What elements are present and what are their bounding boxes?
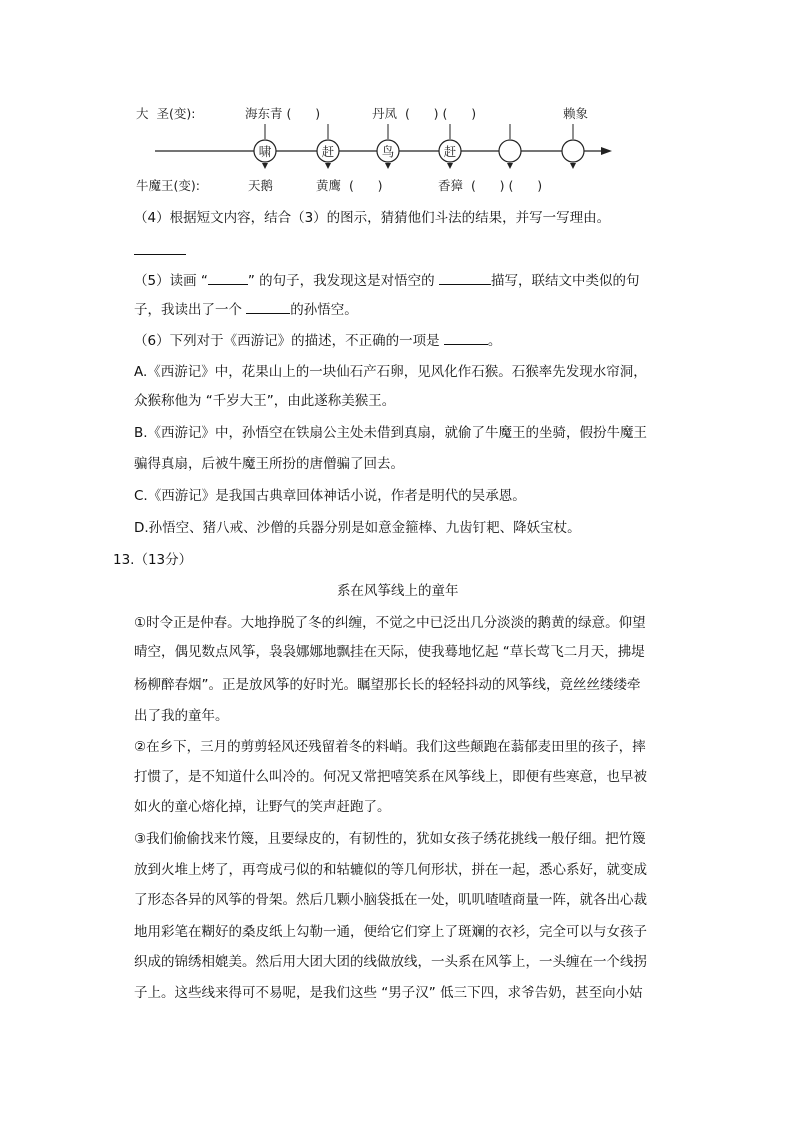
diagram-bottom-label: 牛魔王(变):: [136, 178, 200, 193]
diagram-top-item: 海东青 ( ): [245, 106, 321, 121]
passage-line: 子上。这些线来得可不易呢，是我们这些 “男子汉” 低三下四，求爷告奶，甚至向小姑: [134, 985, 643, 1001]
diagram-top-item: 赖象: [563, 106, 589, 121]
down-triangle-icon: [507, 163, 513, 169]
answer-blank[interactable]: [134, 240, 186, 260]
down-triangle-icon: [570, 163, 576, 169]
q5-text: ” 的句子，我发现这是对悟空的: [247, 273, 439, 289]
arrow-head-icon: [601, 147, 612, 155]
passage-line: 地用彩笔在糊好的桑皮纸上勾勒一通，便给它们穿上了斑斓的衣衫，完全可以与女孩子: [134, 924, 647, 940]
passage-line: ③我们偷偷找来竹篾，且要绿皮的，有韧性的，犹如女孩子绣花挑线一般仔细。把竹篾: [134, 831, 646, 847]
passage-line: 晴空，偶见数点风筝，袅袅娜娜地飘挂在天际，使我蓦地忆起 “草长莺飞二月天，拂堤: [134, 644, 645, 660]
diagram-top-item: 丹凤 ( ) ( ): [372, 106, 477, 121]
option-a: A.《西游记》中，花果山上的一块仙石产石卵，见风化作石猴。石猴率先发现水帘洞，: [134, 364, 647, 380]
round-action: 赶: [321, 144, 335, 159]
passage-line: 织成的锦绣相媲美。然后用大团大团的线做放线，一头系在风筝上，一头缠在一个线拐: [134, 954, 647, 970]
passage-line: 如火的童心熔化掉，让野气的笑声赶跑了。: [134, 799, 391, 815]
question-5: [134, 270, 639, 290]
passage-line: 出了我的童年。: [134, 708, 229, 724]
answer-blank[interactable]: [208, 270, 248, 285]
diagram-bottom-item: 天鹅: [248, 178, 274, 193]
question-5-cont: [134, 299, 358, 319]
option-b: 骗得真扇，后被牛魔王所扮的唐僧骗了回去。: [134, 456, 404, 472]
diagram-bottom-item: 黄鹰 ( ): [316, 178, 383, 193]
round-circle: [562, 140, 584, 162]
question-6: [134, 330, 501, 350]
passage-line: 了形态各异的风筝的骨架。然后几颗小脑袋抵在一处，叽叽喳喳商量一阵，就各出心裁: [134, 892, 647, 908]
passage-line: ②在乡下，三月的剪剪轻风还残留着冬的料峭。我们这些颠跑在蓊郁麦田里的孩子，摔: [134, 739, 646, 755]
q5-text: 子，我读出了一个: [134, 302, 247, 318]
q5-text: 描写，联结文中类似的句: [490, 273, 640, 289]
transformation-diagram: [0, 0, 794, 200]
passage-line: ①时令正是仲春。大地挣脱了冬的纠缠，不觉之中已泛出几分淡淡的鹅黄的绿意。仰望: [134, 615, 646, 631]
passage-line: 放到火堆上烤了，再弯成弓似的和轱辘似的等几何形状，拼在一起，悉心系好，就变成: [134, 862, 647, 878]
option-b: B.《西游记》中，孙悟空在铁扇公主处未借到真扇，就偷了牛魔王的坐骑，假扮牛魔王: [134, 425, 648, 441]
q5-text: 的孙悟空。: [290, 302, 358, 318]
q5-text: （5）读画 “: [134, 273, 208, 289]
q6-stem: （6）下列对于《西游记》的描述，不正确的一项是: [134, 333, 444, 349]
option-c: C.《西游记》是我国古典章回体神话小说，作者是明代的吴承恩。: [134, 488, 526, 504]
round-action: 赶: [443, 144, 457, 159]
question-4: （4）根据短文内容，结合（3）的图示，猜猜他们斗法的结果，并写一写理由。: [134, 210, 611, 226]
answer-blank[interactable]: [246, 299, 290, 314]
passage-title: 系在风筝线上的童年: [337, 583, 459, 599]
round-action: 鸟: [381, 144, 395, 159]
answer-blank[interactable]: [439, 270, 491, 285]
round-circle: [499, 140, 521, 162]
diagram-bottom-item: 香獐 ( ) ( ): [438, 178, 543, 193]
option-d: D.孙悟空、猪八戒、沙僧的兵器分别是如意金箍棒、九齿钉耙、降妖宝杖。: [134, 520, 581, 536]
q6-stem-end: 。: [487, 333, 502, 349]
round-action: 啸: [258, 144, 272, 159]
question-13-number: 13.（13分）: [113, 552, 193, 568]
option-a: 众猴称他为 “千岁大王”，由此遂称美猴王。: [134, 393, 396, 409]
answer-blank[interactable]: [444, 330, 488, 345]
diagram-top-label: 大 圣(变):: [136, 106, 196, 121]
passage-line: 杨柳醉春烟”。正是放风筝的好时光。瞩望那长长的轻轻抖动的风筝线，竟丝丝缕缕牵: [134, 677, 641, 693]
down-triangle-icon: [325, 163, 331, 169]
down-triangle-icon: [262, 163, 268, 169]
down-triangle-icon: [447, 163, 453, 169]
down-triangle-icon: [385, 163, 391, 169]
passage-line: 打惯了，是不知道什么叫冷的。何况又常把嘻笑系在风筝线上，即便有些寒意，也早被: [134, 769, 647, 785]
